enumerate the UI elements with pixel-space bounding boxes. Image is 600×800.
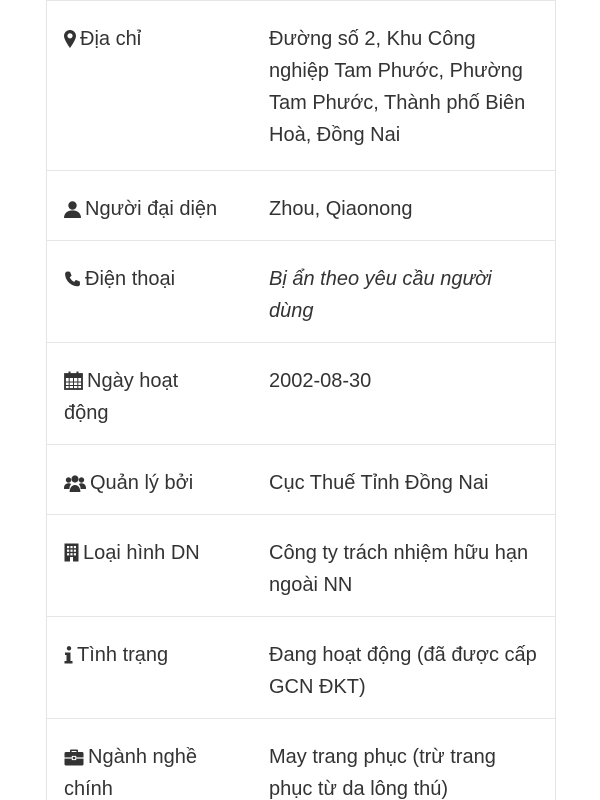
- value-status: Đang hoạt động (đã được cấp GCN ĐKT): [269, 644, 537, 698]
- company-info-table: [46, 0, 556, 800]
- value-main-industry: May trang phục (trừ trang phục từ da lông thú): [269, 746, 496, 800]
- row-label-text: Ngành nghề chính: [64, 746, 197, 800]
- row-label-text: Tình trạng: [77, 644, 169, 666]
- value-business-type: Công ty trách nhiệm hữu hạn ngoài NN: [269, 542, 529, 596]
- value-representative: Zhou, Qiaonong: [269, 198, 413, 220]
- label-representative: [64, 193, 249, 225]
- row-label-text: Ngày hoạt động: [64, 370, 179, 424]
- row-label-text: Điện thoại: [85, 268, 176, 290]
- row-label-text: Địa chỉ: [80, 28, 142, 50]
- phone-icon: [64, 271, 81, 288]
- label-start-date: [64, 365, 224, 429]
- row-business-type: [47, 514, 555, 616]
- row-status: [47, 616, 555, 718]
- info-icon: [64, 646, 73, 664]
- value-phone: Bị ẩn theo yêu cầu người dùng: [269, 268, 492, 322]
- value-start-date: 2002-08-30: [269, 370, 372, 392]
- calendar-icon: [64, 371, 83, 390]
- row-label-text: Người đại diện: [85, 198, 218, 220]
- row-label-text: Quản lý bởi: [90, 472, 194, 494]
- row-label-text: Loại hình DN: [83, 542, 200, 564]
- row-managed-by: [47, 444, 555, 514]
- label-status: [64, 639, 249, 671]
- row-representative: [47, 170, 555, 240]
- label-managed-by: [64, 467, 249, 499]
- building-icon: [64, 543, 79, 562]
- value-managed-by: Cục Thuế Tỉnh Đồng Nai: [269, 472, 489, 494]
- row-main-industry: [47, 718, 555, 800]
- label-main-industry: [64, 741, 224, 800]
- label-address: [64, 23, 249, 55]
- row-address: [47, 0, 555, 170]
- users-icon: [64, 475, 86, 492]
- row-phone: [47, 240, 555, 342]
- label-phone: [64, 263, 249, 295]
- value-address: Đường số 2, Khu Công nghiệp Tam Phước, Phường Tam Phước, Thành phố Biên Hoà, Đồng Nai: [269, 28, 526, 146]
- map-marker-icon: [64, 30, 76, 48]
- label-business-type: [64, 537, 249, 569]
- row-start-date: [47, 342, 555, 444]
- briefcase-icon: [64, 749, 84, 766]
- user-icon: [64, 201, 81, 218]
